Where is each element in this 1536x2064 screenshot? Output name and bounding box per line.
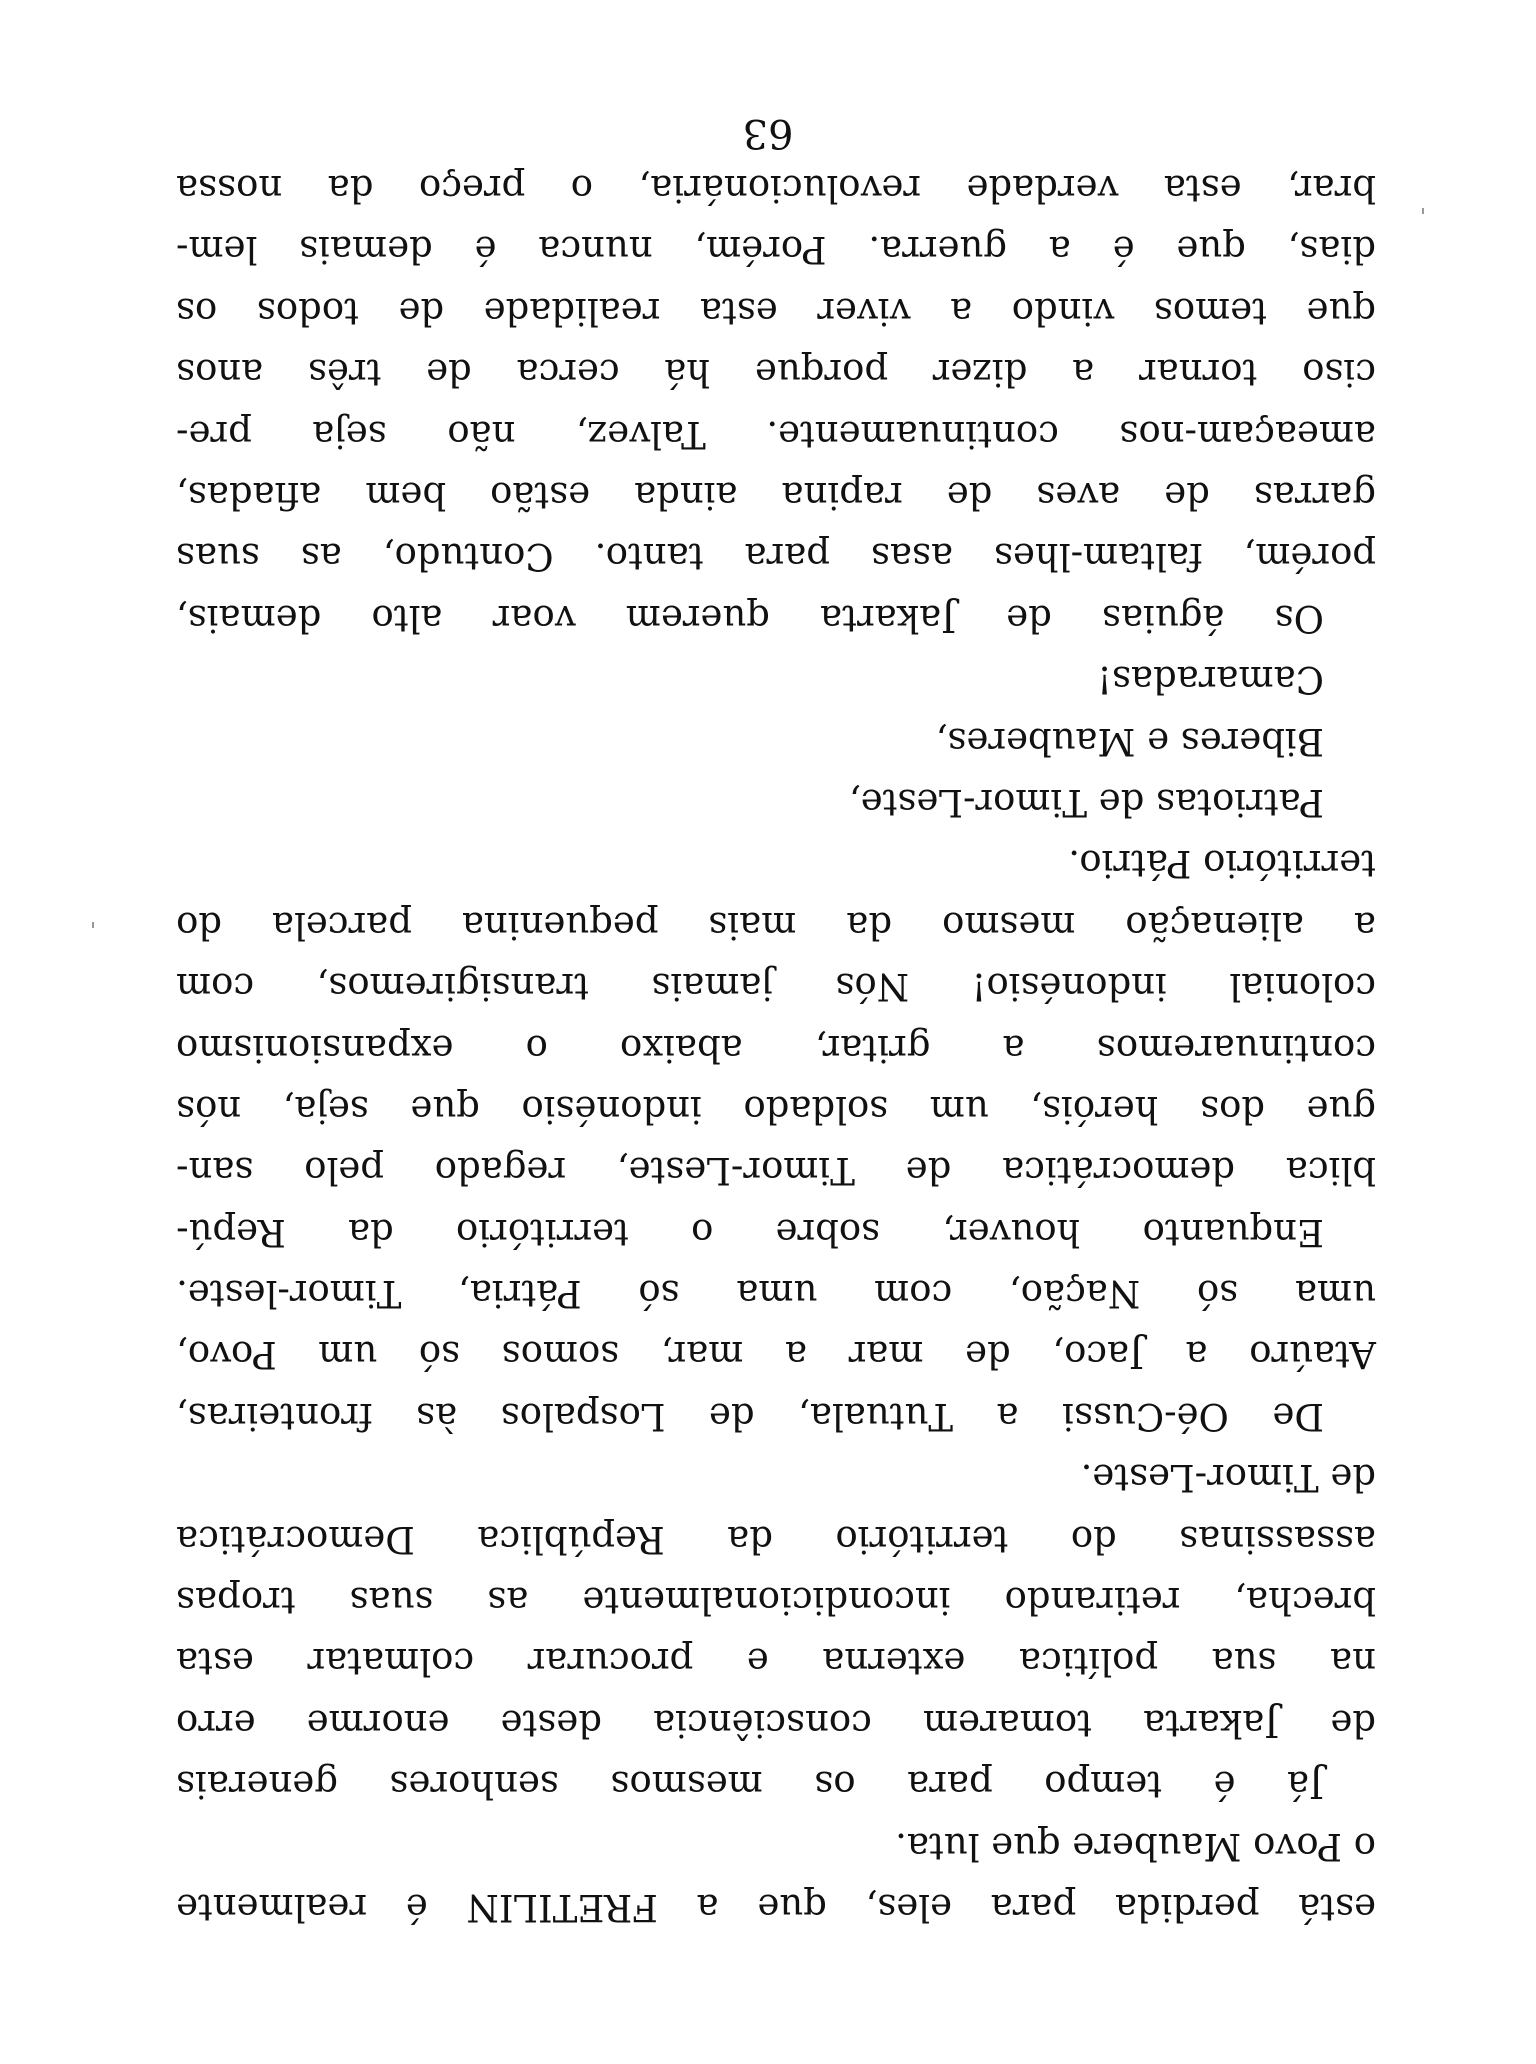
text-line-12: Enquanto houver, sobre o território da Repú- — [176, 1210, 1324, 1254]
text-line-6: brecha, retirando incondicionalmente as suas tropas — [176, 1579, 1376, 1623]
text-line-26: ciso tornar a dizer porque há cerca de três anos — [176, 351, 1376, 395]
text-line-10: Ataúro a Jaco, de mar a mar, somos só um Povo, — [176, 1333, 1376, 1377]
page-number: 63 — [742, 110, 794, 156]
text-line-9: De Oé-Cussi a Tutuala, de Lospalos às fronteiras, — [176, 1394, 1324, 1438]
body-text — [176, 158, 1376, 1938]
text-line-4: de Jakarta tomarem consciência deste enorme erro — [176, 1701, 1376, 1745]
text-line-7: assassinas do território da República Democrática — [176, 1517, 1376, 1561]
text-line-11: uma só Nação, com uma só Pátria, Timor-leste. — [176, 1272, 1376, 1316]
text-line-19: Patriotas de Timor-Leste, — [848, 780, 1324, 824]
scan-speck — [1422, 208, 1424, 214]
text-line-2: o Povo Maubere que luta. — [895, 1824, 1376, 1868]
text-line-29: brar, esta verdade revolucionária, o preço da nossa — [176, 167, 1376, 211]
text-line-20: Biberes e Mauberes, — [935, 719, 1324, 763]
text-line-5: na sua política externa e procurar colmatar esta — [176, 1640, 1376, 1684]
text-line-8: de Timor-Leste. — [1080, 1456, 1376, 1500]
text-line-13: blica democrática de Timor-Leste, regado pelo san- — [176, 1149, 1376, 1193]
text-line-24: garras de aves de rapina ainda estão bem afiadas, — [176, 474, 1376, 518]
text-line-3: Já é tempo para os mesmos senhores generais — [176, 1763, 1324, 1807]
scan-speck — [92, 922, 94, 928]
text-line-16: colonial indonésio! Nós jamais transigiremos, com — [176, 965, 1376, 1009]
text-line-15: continuaremos a gritar, abaixo o expansionismo — [176, 1026, 1376, 1070]
text-line-25: ameaçam-nos continuamente. Talvez, não seja pre- — [176, 412, 1376, 456]
text-line-1: está perdida para eles, que a FRETILIN é realmente — [176, 1886, 1376, 1929]
text-line-18: território Pátrio. — [1068, 842, 1376, 886]
text-line-14: gue dos heróis, um soldado indonésio que seja, nós — [176, 1087, 1376, 1131]
text-line-28: dias, que é a guerra. Porém, nunca é demais lem- — [176, 228, 1376, 272]
text-line-27: que temos vindo a viver esta realidade de todos os — [176, 289, 1376, 333]
text-line-21: Camaradas! — [1097, 658, 1324, 702]
text-line-17: a alienação mesmo da mais pequenina parcela do — [176, 903, 1376, 947]
text-line-22: Os águias de Jakarta querem voar alto demais, — [176, 596, 1324, 640]
text-line-23: porém, faltam-lhes asas para tanto. Contudo, as suas — [176, 535, 1376, 579]
